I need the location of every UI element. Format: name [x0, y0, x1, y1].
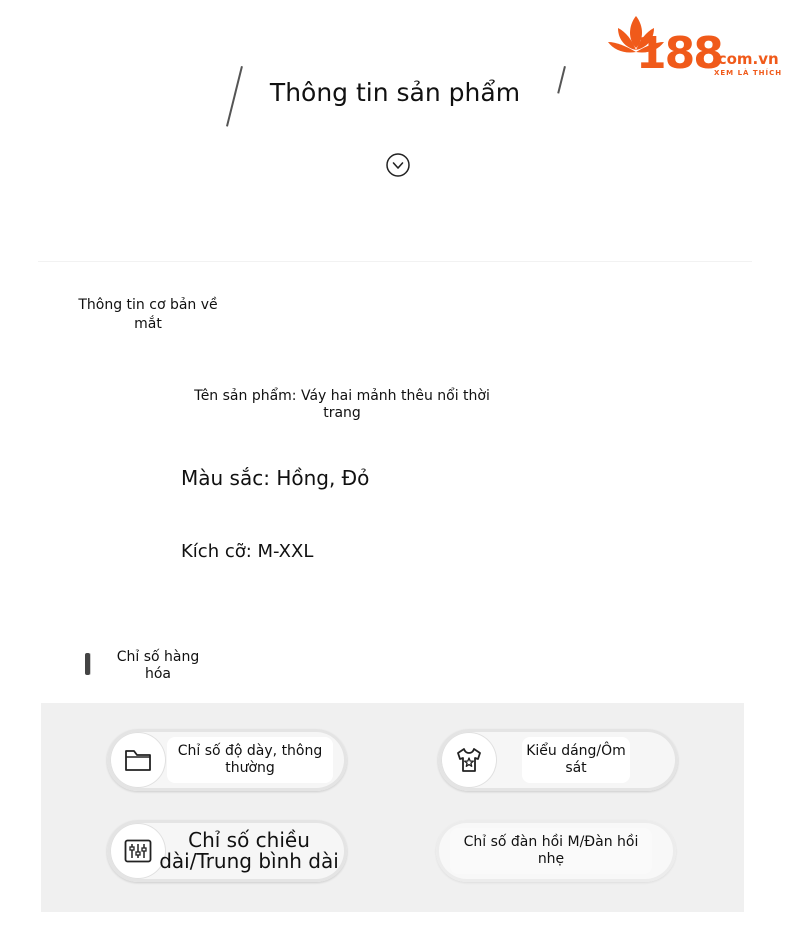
tshirt-star-icon [454, 745, 484, 775]
index-item-label: Chỉ số độ dày, thông thường [167, 737, 333, 783]
folder-icon [123, 745, 153, 775]
section-divider [38, 261, 752, 262]
index-item-elasticity [436, 820, 676, 882]
product-size: Kích cỡ: M-XXL [181, 541, 314, 562]
index-item-length [107, 820, 347, 882]
logo-domain: .com.vn [712, 50, 779, 68]
index-item-label: Kiểu dáng/Ôm sát [522, 737, 630, 783]
logo-number: 188 [636, 28, 722, 79]
product-name: Tên sản phẩm: Váy hai mảnh thêu nổi thời trang [194, 388, 490, 421]
index-item-thickness [107, 729, 347, 791]
index-heading: Chỉ số hàng hóa [116, 649, 200, 682]
logo-tagline: XEM LÀ THÍCH [714, 69, 783, 77]
product-color: Màu sắc: Hồng, Đỏ [181, 466, 370, 490]
section-marker [85, 653, 90, 675]
chevron-down-circle-icon[interactable] [386, 153, 410, 177]
brand-logo[interactable] [606, 12, 784, 82]
basic-info-heading: Thông tin cơ bản về mắt [78, 297, 218, 332]
index-item-label: Chỉ số đàn hồi M/Đàn hồi nhẹ [450, 828, 652, 874]
index-item-icon-wrap [111, 733, 165, 787]
index-item-icon-wrap [442, 733, 496, 787]
index-item-fit [438, 729, 678, 791]
page-title: Thông tin sản phẩm [269, 78, 521, 107]
index-item-label: Chỉ số chiều dài/Trung bình dài [159, 828, 339, 873]
